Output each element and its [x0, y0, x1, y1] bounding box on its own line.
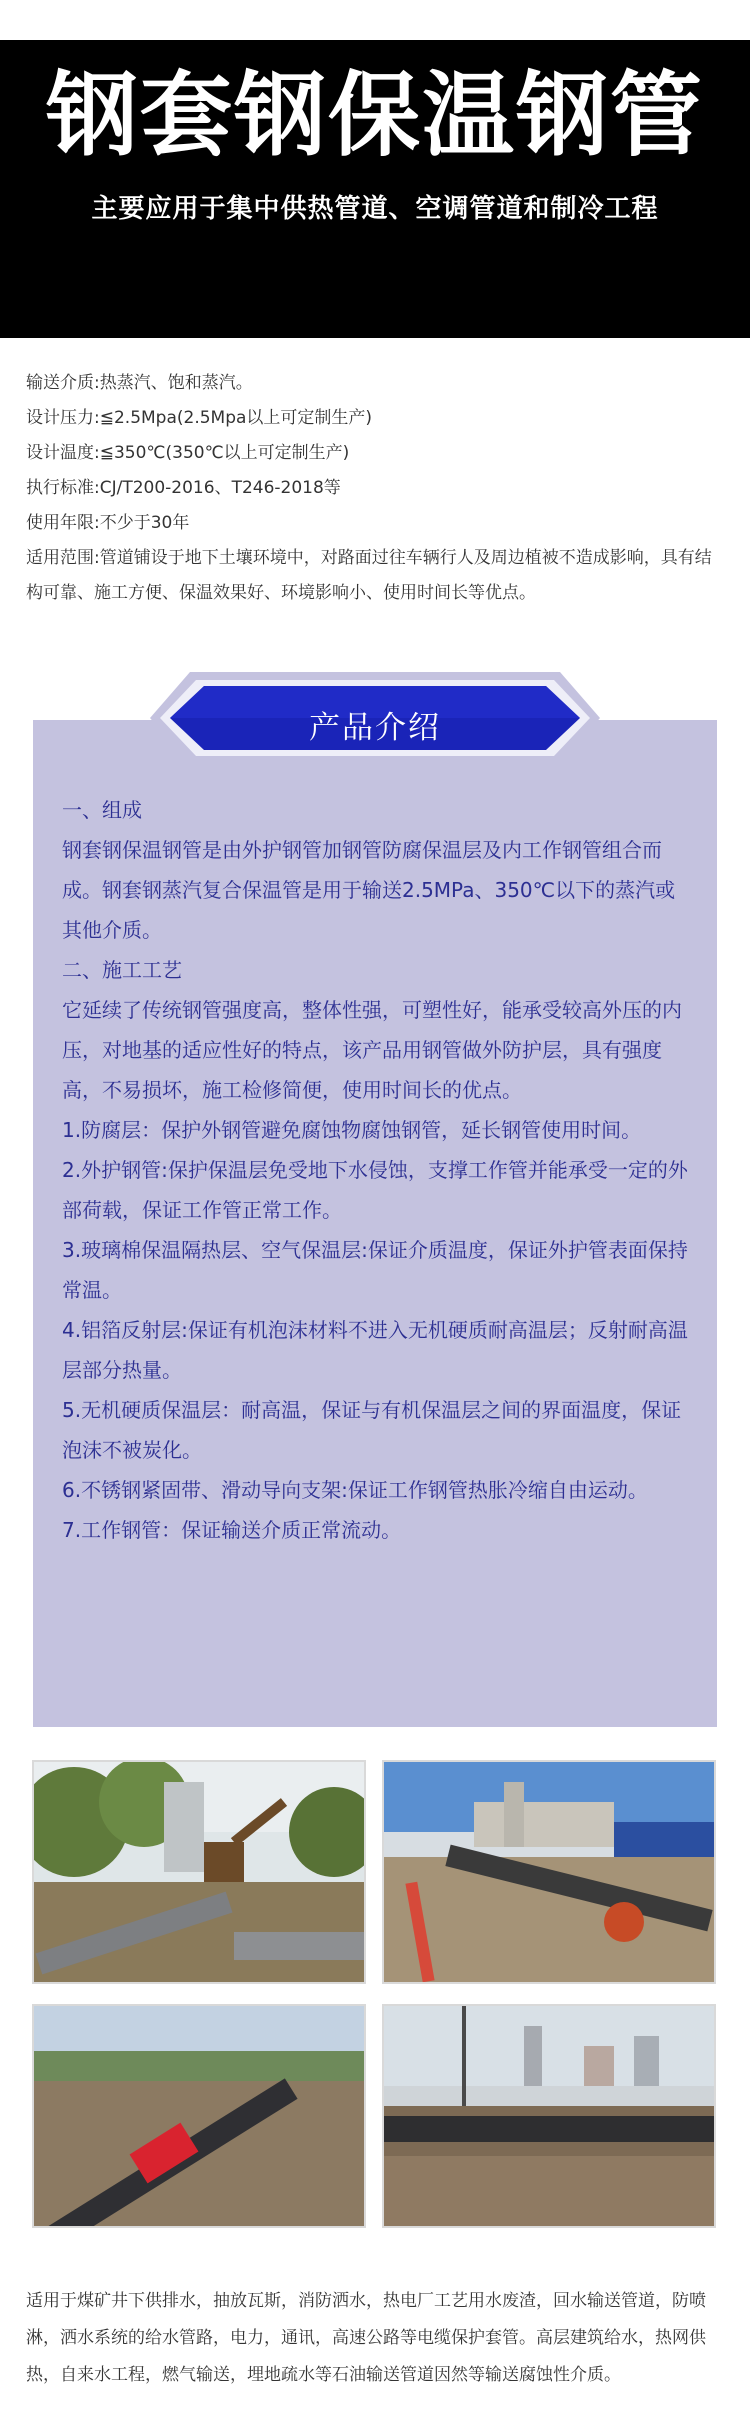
intro-heading-composition: 一、组成	[62, 798, 142, 822]
spec-standard: 执行标准:CJ/T200-2016、T246-2018等	[26, 478, 341, 498]
photo-city-pipeline	[382, 2004, 716, 2228]
intro-item-3: 3.玻璃棉保温隔热层、空气保温层:保证介质温度，保证外护管表面保持常温。	[62, 1238, 688, 1302]
spec-medium: 输送介质:热蒸汽、饱和蒸汽。	[26, 373, 253, 393]
photo-roadside-pipeline	[382, 1760, 716, 1984]
intro-item-5: 5.无机硬质保温层：耐高温，保证与有机保温层之间的界面温度，保证泡沫不被炭化。	[62, 1398, 682, 1462]
page-title: 钢套钢保温钢管	[45, 62, 704, 169]
intro-item-4: 4.铝箔反射层:保证有机泡沫材料不进入无机硬质耐高温层；反射耐高温层部分热量。	[62, 1318, 688, 1382]
product-intro-text	[62, 790, 694, 1550]
spec-list	[26, 366, 726, 611]
intro-item-6: 6.不锈钢紧固带、滑动导向支架:保证工作钢管热胀冷缩自由运动。	[62, 1478, 648, 1502]
page-subtitle: 主要应用于集中供热管道、空调管道和制冷工程	[91, 194, 659, 224]
application-text: 适用于煤矿井下供排水，抽放瓦斯，消防洒水，热电厂工艺用水废渣，回水输送管道，防喷淋，洒水系统的给水管路，电力，通讯，高速公路等电缆保护套管。高层建筑给水，热网供热，自来水工程，燃气输送，埋地疏水等石油输送管道因然等输送腐蚀性介质。	[26, 2291, 706, 2385]
spec-pressure: 设计压力:≦2.5Mpa(2.5Mpa以上可定制生产)	[26, 408, 373, 428]
spec-lifetime: 使用年限:不少于30年	[26, 513, 190, 533]
intro-composition: 钢套钢保温钢管是由外护钢管加钢管防腐保温层及内工作钢管组合而成。钢套钢蒸汽复合保温管是用于输送2.5MPa、350℃以下的蒸汽或其他介质。	[62, 838, 676, 942]
photo-trench-red-pipe	[32, 2004, 366, 2228]
product-intro-title: 产品介绍	[309, 710, 441, 746]
intro-process: 它延续了传统钢管强度高，整体性强，可塑性好，能承受较高外压的内压，对地基的适应性好的特点，该产品用钢管做外防护层，具有强度高，不易损坏，施工检修简便，使用时间长的优点。	[62, 998, 682, 1102]
spec-scope: 适用范围:管道铺设于地下土壤环境中，对路面过往车辆行人及周边植被不造成影响，具有结构可靠、施工方便、保温效果好、环境影响小、使用时间长等优点。	[26, 548, 712, 603]
intro-item-7: 7.工作钢管：保证输送介质正常流动。	[62, 1518, 402, 1542]
intro-heading-process: 二、施工工艺	[62, 958, 182, 982]
spec-temperature: 设计温度:≦350℃(350℃以上可定制生产)	[26, 443, 350, 463]
intro-item-1: 1.防腐层：保护外钢管避免腐蚀物腐蚀钢管，延长钢管使用时间。	[62, 1118, 642, 1142]
photo-excavator-pipes	[32, 1760, 366, 1984]
intro-item-2: 2.外护钢管:保护保温层免受地下水侵蚀，支撑工作管并能承受一定的外部荷载，保证工作管正常工作。	[62, 1158, 688, 1222]
